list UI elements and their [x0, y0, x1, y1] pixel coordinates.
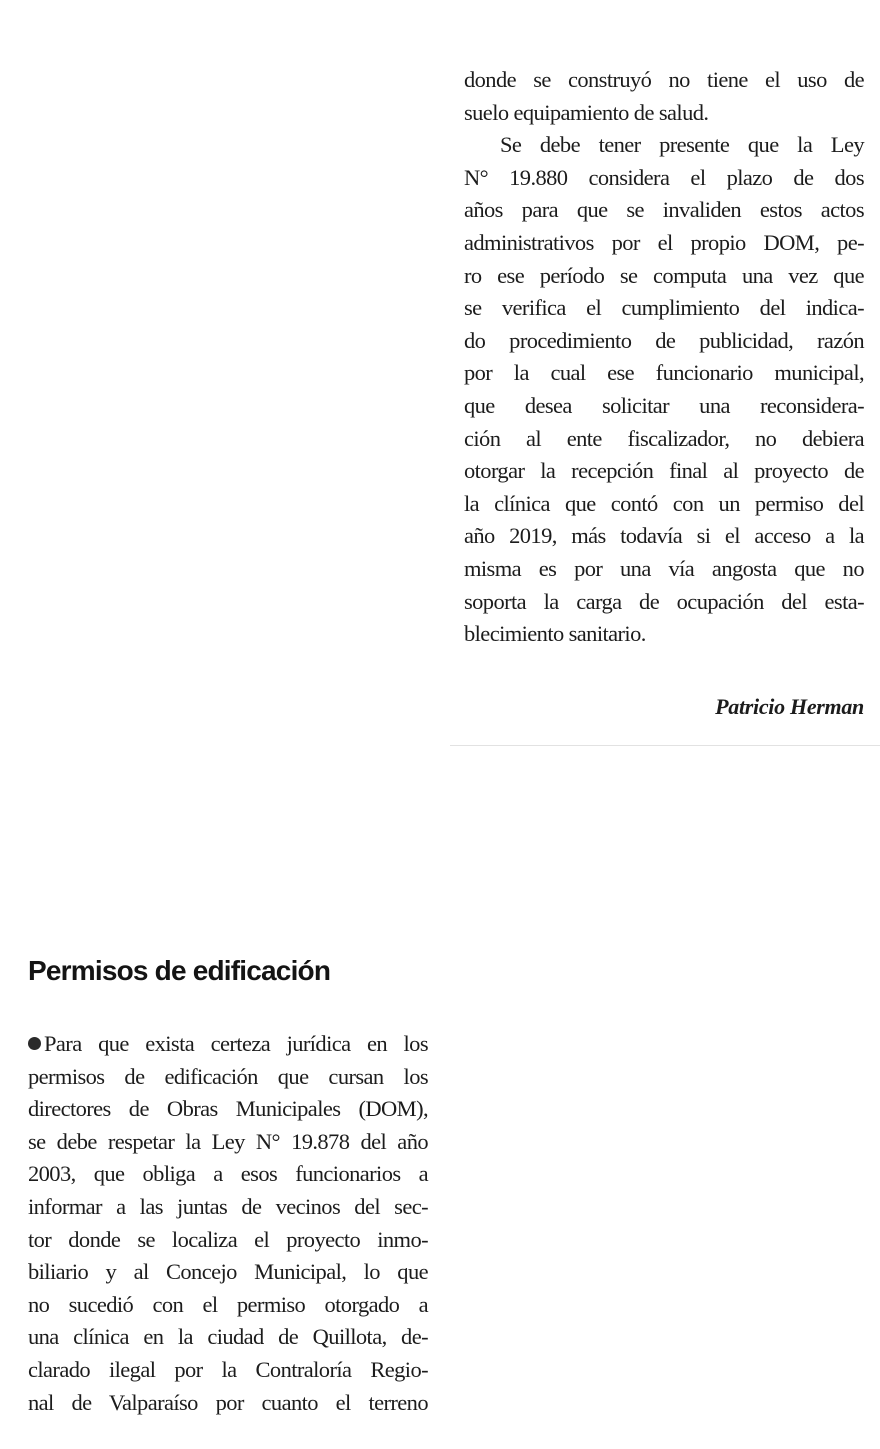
body-line: N° 19.880 considera el plazo de dos — [464, 164, 864, 190]
body-line: ro ese período se computa una vez que — [464, 262, 864, 288]
body-line: directores de Obras Municipales (DOM), — [28, 1096, 428, 1122]
body-line: otorgar la recepción final al proyecto de — [464, 458, 864, 484]
body-line: se debe respetar la Ley N° 19.878 del año — [28, 1128, 428, 1154]
body-line: suelo equipamiento de salud. — [464, 99, 709, 125]
author-signature: Patricio Herman — [715, 694, 864, 719]
body-line: informar a las juntas de vecinos del sec- — [28, 1193, 428, 1219]
body-line: clarado ilegal por la Contraloría Regio- — [28, 1356, 428, 1382]
body-line: año 2019, más todavía si el acceso a la — [464, 523, 864, 549]
body-line: la clínica que contó con un permiso del — [464, 490, 864, 516]
body-line: donde se construyó no tiene el uso de — [464, 67, 864, 92]
body-line: que desea solicitar una reconsidera- — [464, 392, 864, 418]
letter-title: Permisos de edificación — [28, 955, 331, 986]
body-line: soporta la carga de ocupación del esta- — [464, 588, 864, 614]
body-line: do procedimiento de publicidad, razón — [464, 327, 864, 353]
body-line: blecimiento sanitario. — [464, 621, 646, 647]
body-line: misma es por una vía angosta que no — [464, 555, 864, 581]
body-line: Para que exista certeza jurídica en los — [44, 1031, 428, 1056]
body-line: una clínica en la ciudad de Quillota, de- — [28, 1324, 428, 1350]
body-line: biliario y al Concejo Municipal, lo que — [28, 1259, 428, 1285]
first-line — [28, 1028, 428, 1061]
section-divider — [450, 745, 880, 746]
body-line: nal de Valparaíso por cuanto el terreno — [28, 1389, 428, 1415]
body-line: Se debe tener presente que la Ley — [500, 132, 864, 158]
body-line: años para que se invaliden estos actos — [464, 197, 864, 223]
body-line: se verifica el cumplimiento del indica- — [464, 295, 864, 321]
body-line: ción al ente fiscalizador, no debiera — [464, 425, 864, 451]
letter-continuation-column — [464, 64, 864, 651]
body-line: administrativos por el propio DOM, pe- — [464, 229, 864, 255]
body-line: 2003, que obliga a esos funcionarios a — [28, 1161, 428, 1187]
body-line: permisos de edificación que cursan los — [28, 1063, 428, 1089]
body-line: no sucedió con el permiso otorgado a — [28, 1291, 428, 1317]
bullet-icon — [28, 1037, 41, 1050]
body-line: tor donde se localiza el proyecto inmo- — [28, 1226, 428, 1252]
letter-column — [28, 1028, 428, 1419]
body-line: por la cual ese funcionario municipal, — [464, 360, 864, 386]
